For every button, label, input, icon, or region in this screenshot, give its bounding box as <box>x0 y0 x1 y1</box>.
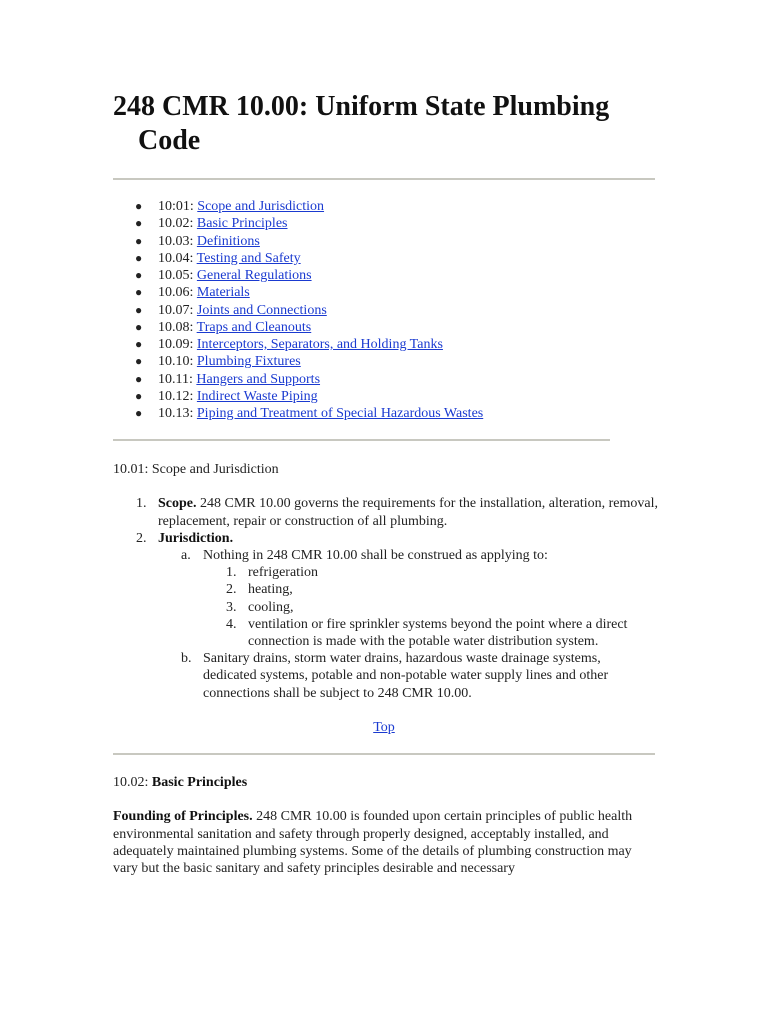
toc-link-indirect-waste-piping[interactable]: Indirect Waste Piping <box>196 388 318 404</box>
bullet-icon: ● <box>135 371 143 386</box>
toc-item: ● 10.02: Basic Principles <box>135 216 288 232</box>
toc-item: ● 10.09: Interceptors, Separators, and Holding Tanks <box>135 337 443 352</box>
divider-title <box>113 178 655 180</box>
toc-link-testing-and-safety[interactable]: Testing and Safety <box>196 250 301 266</box>
bullet-icon: ● <box>135 388 143 403</box>
list-item-scope: 1. Scope. 248 CMR 10.00 governs the requirements for the installation, alteration, removal, replacement, repair or construction of all plumbing. <box>136 496 659 529</box>
toc-link-hangers-and-supports[interactable]: Hangers and Supports <box>196 371 321 387</box>
section-heading-basic-principles: 10.02: Basic Principles <box>113 775 248 791</box>
section-heading-scope: 10.01: Scope and Jurisdiction <box>113 462 279 478</box>
bullet-icon: ● <box>135 302 143 317</box>
jurisdiction-sublist <box>158 547 658 702</box>
bullet-icon: ● <box>135 354 143 369</box>
toc-link-definitions[interactable]: Definitions <box>196 233 260 249</box>
list-item-b: b. Sanitary drains, storm water drains, hazardous waste drainage systems, dedicated systems, potable and non-potable water supply lines and other connections shall be subject to 248 CMR 10.00. <box>181 651 609 701</box>
bullet-icon: ● <box>135 319 143 334</box>
bullet-icon: ● <box>135 337 143 351</box>
toc-item: ● 10.06: Materials <box>135 285 250 301</box>
bullet-icon: ● <box>135 216 143 231</box>
divider-section <box>113 753 655 755</box>
founding-text: 248 CMR 10.00 is founded upon certain principles of public health environmental sanitation and safety through properly designed, acceptably installed, and adequately maintained plumbing systems. Some of the details of plumbing construction may vary but the basic sanitary and safety principles desirable and necessary <box>113 809 633 876</box>
scope-list <box>113 495 658 701</box>
toc-item: ● 10.03: Definitions <box>135 233 260 249</box>
divider-toc <box>113 439 610 441</box>
bullet-icon: ● <box>135 285 143 300</box>
toc-link-basic-principles[interactable]: Basic Principles <box>196 216 288 232</box>
scope-text: 248 CMR 10.00 governs the requirements for the installation, alteration, removal, replacement, repair or construction of all plumbing. <box>158 496 659 529</box>
list-item: 2. heating, <box>226 582 293 598</box>
bullet-icon: ● <box>135 406 143 420</box>
toc-item: ● 10.12: Indirect Waste Piping <box>135 388 318 404</box>
top-link-container <box>113 719 655 736</box>
bullet-icon: ● <box>135 268 143 282</box>
toc-item: ● 10.07: Joints and Connections <box>135 302 327 318</box>
toc-link-materials[interactable]: Materials <box>196 285 250 301</box>
subject-text: Sanitary drains, storm water drains, hazardous waste drainage systems, dedicated systems, potable and non-potable water supply lines and other connections shall be subject to 248 CMR 10.00. <box>203 651 609 701</box>
toc-link-scope-and-jurisdiction[interactable]: Scope and Jurisdiction <box>197 199 325 214</box>
document-page <box>113 0 658 877</box>
toc-item: ● 10.05: General Regulations <box>135 268 312 283</box>
founding-term: Founding of Principles. <box>113 809 253 825</box>
toc-link-special-hazardous-wastes[interactable]: Piping and Treatment of Special Hazardous Wastes <box>196 406 484 421</box>
jurisdiction-term: Jurisdiction. <box>158 530 234 546</box>
table-of-contents <box>113 198 658 422</box>
bullet-icon: ● <box>135 250 143 265</box>
exclusion-list <box>203 564 658 650</box>
toc-item: ● 10.10: Plumbing Fixtures <box>135 354 301 370</box>
toc-link-plumbing-fixtures[interactable]: Plumbing Fixtures <box>196 354 301 370</box>
toc-link-interceptors[interactable]: Interceptors, Separators, and Holding Tanks <box>196 337 443 352</box>
exclusion-intro: Nothing in 248 CMR 10.00 shall be construed as applying to: <box>203 548 548 564</box>
toc-item: ● 10.13: Piping and Treatment of Special Hazardous Wastes <box>135 406 484 421</box>
founding-paragraph <box>113 808 655 877</box>
bullet-icon: ● <box>135 199 143 213</box>
list-item: 4. ventilation or fire sprinkler systems beyond the point where a direct connection is made with the potable water distribution system. <box>226 616 628 650</box>
toc-link-joints-and-connections[interactable]: Joints and Connections <box>196 302 327 318</box>
page-title: 248 CMR 10.00: Uniform State Plumbing Code <box>113 91 610 156</box>
bullet-icon: ● <box>135 233 143 248</box>
list-item: 1. refrigeration <box>226 565 318 581</box>
list-item-a: a. Nothing in 248 CMR 10.00 shall be construed as applying to: 1. refrigeration 2. heating, 3. cooling, 4. ventilation or fire sprinkler systems beyond the point where a direct connection is made with the potable water distribution system. <box>203 547 658 650</box>
list-item-jurisdiction: 2. Jurisdiction. a. Nothing in 248 CMR 10.00 shall be construed as applying to: 1. refrigeration 2. heating, 3. cooling, 4. ventilation or fire sprinkler systems beyond the point where a direct connection is made with the potable water distribution system. b. Sanitary drains, storm water drains, hazardous waste drainage systems, dedicated systems, potable and non-potable water supply lines and other connections shall be subject to 248 CMR 10.00. <box>158 530 658 702</box>
toc-item: ● 10:01: Scope and Jurisdiction <box>135 199 325 214</box>
toc-item: ● 10.11: Hangers and Supports <box>135 371 321 387</box>
list-item: 3. cooling, <box>226 599 294 615</box>
toc-link-traps-and-cleanouts[interactable]: Traps and Cleanouts <box>196 319 312 335</box>
toc-item: ● 10.04: Testing and Safety <box>135 250 301 266</box>
scope-term: Scope. <box>158 496 197 512</box>
toc-link-general-regulations[interactable]: General Regulations <box>196 268 312 283</box>
toc-item: ● 10.08: Traps and Cleanouts <box>135 319 312 335</box>
top-link[interactable]: Top <box>373 719 395 735</box>
